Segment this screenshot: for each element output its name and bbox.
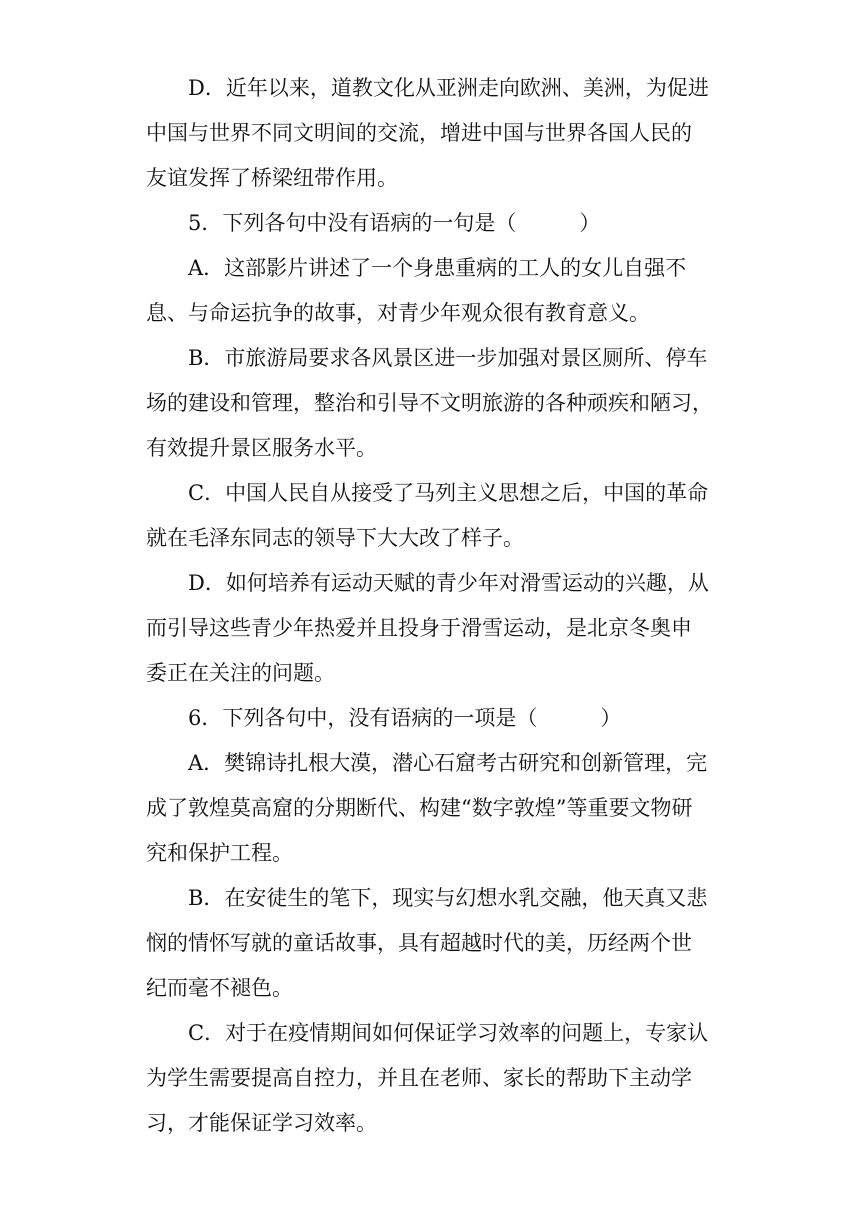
text-line: 委正在关注的问题。 (146, 661, 335, 685)
text-line: 有效提升景区服务水平。 (146, 436, 377, 460)
document-body (146, 66, 716, 1146)
text-line: 成了敦煌莫高窟的分期断代、构建“数字敦煌”等重要文物研 (146, 796, 693, 820)
text-line: 就在毛泽东同志的领导下大大改了样子。 (146, 526, 524, 550)
q5-option-a: A．这部影片讲述了一个身患重病的工人的女儿自强不 (188, 256, 687, 280)
text-line: 究和保护工程。 (146, 841, 293, 865)
text-line: D．近年以来，道教文化从亚洲走向欧洲、美洲，为促进 (188, 76, 709, 100)
text-line: 为学生需要提高自控力，并且在老师、家长的帮助下主动学 (146, 1066, 692, 1090)
text-line: 中国与世界不同文明间的交流，增进中国与世界各国人民的 (146, 121, 692, 145)
question-6-stem: 6．下列各句中，没有语病的一项是（ ） (188, 706, 622, 730)
q5-option-b: B．市旅游局要求各风景区进一步加强对景区厕所、停车 (188, 346, 708, 370)
q5-option-c: C．中国人民自从接受了马列主义思想之后，中国的革命 (188, 481, 709, 505)
q6-option-a: A．樊锦诗扎根大漠，潜心石窟考古研究和创新管理，完 (188, 751, 708, 775)
text-line: 息、与命运抗争的故事，对青少年观众很有教育意义。 (146, 301, 650, 325)
q5-option-d: D．如何培养有运动天赋的青少年对滑雪运动的兴趣，从 (188, 571, 709, 595)
q6-option-b: B．在安徒生的笔下，现实与幻想水乳交融，他天真又悲 (188, 886, 708, 910)
text-line: 而引导这些青少年热爱并且投身于滑雪运动，是北京冬奥申 (146, 616, 692, 640)
text-line: 习，才能保证学习效率。 (146, 1111, 377, 1135)
text-line: 悯的情怀写就的童话故事，具有超越时代的美，历经两个世 (146, 931, 692, 955)
q6-option-c: C．对于在疫情期间如何保证学习效率的问题上，专家认 (188, 1021, 709, 1045)
text-line: 场的建设和管理，整治和引导不文明旅游的各种顽疾和陋习， (146, 391, 713, 415)
text-line: 友谊发挥了桥梁纽带作用。 (146, 166, 398, 190)
text-line: 纪而毫不褪色。 (146, 976, 293, 1000)
question-5-stem: 5．下列各句中没有语病的一句是（ ） (188, 211, 601, 235)
